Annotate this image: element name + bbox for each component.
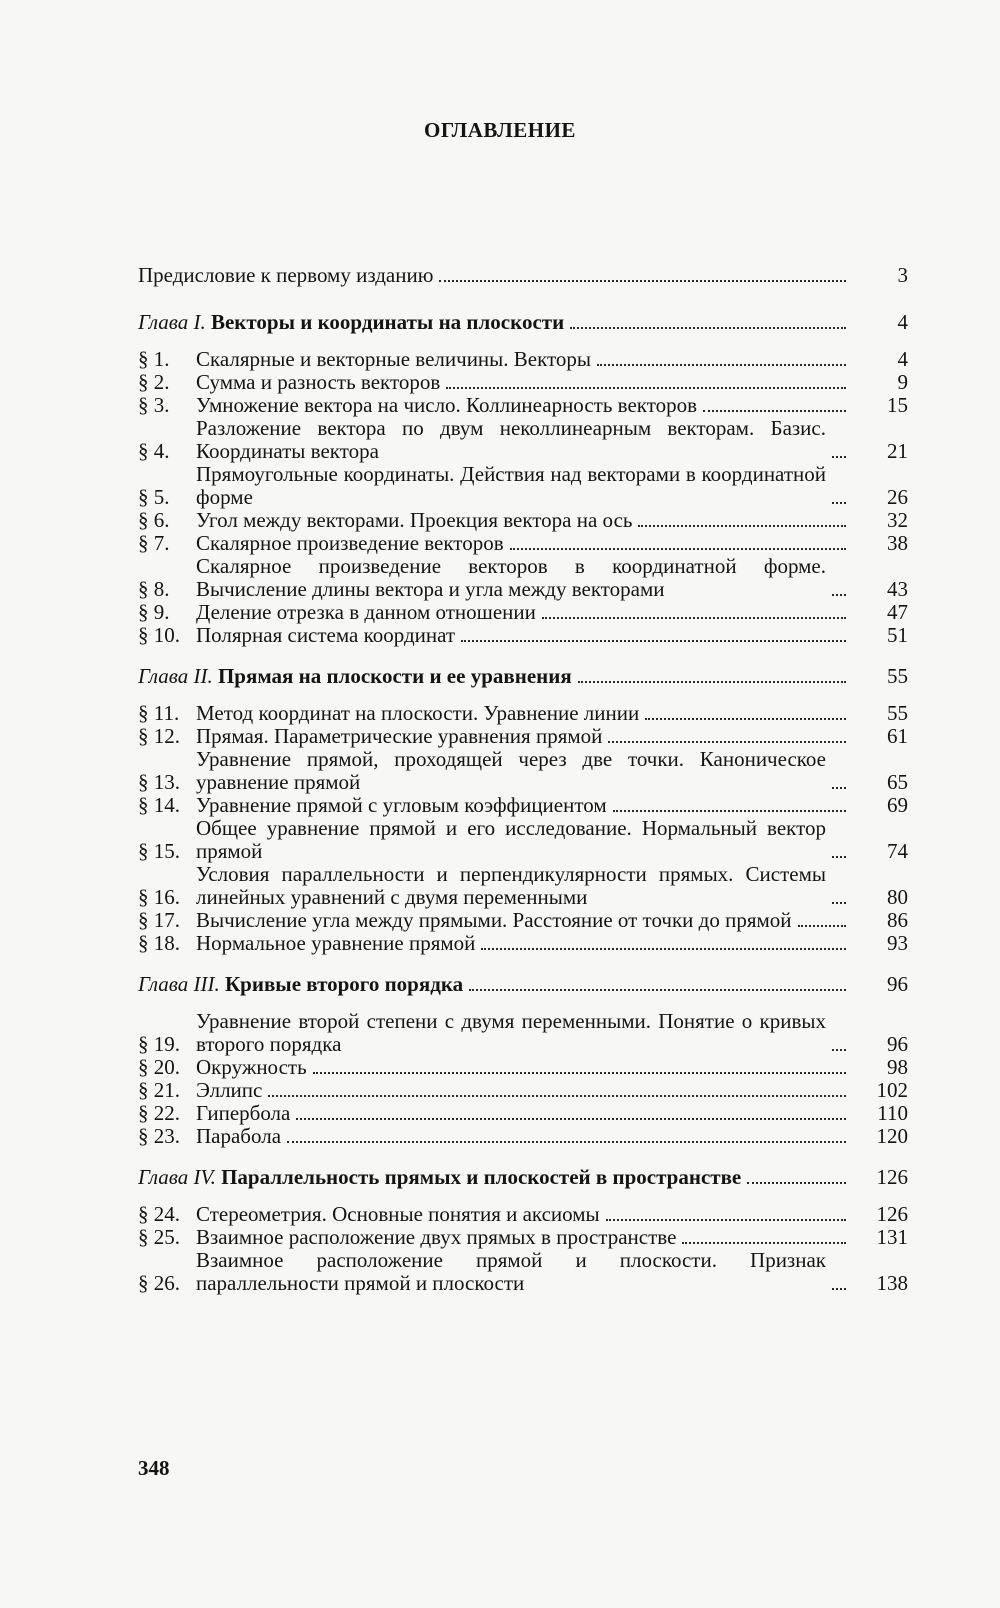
folio-page-number: 348 <box>138 1456 170 1480</box>
toc-section <box>138 932 908 955</box>
chapter-label: Глава III. <box>138 972 220 996</box>
toc-section <box>138 624 908 647</box>
section-title: Стереометрия. Основные понятия и аксиомы <box>196 1202 600 1226</box>
page-number: 55 <box>887 664 908 688</box>
page-number: 43 <box>887 577 908 601</box>
dot-leader <box>613 809 846 812</box>
chapter-label: Глава II. <box>138 664 213 688</box>
toc-section <box>138 1203 908 1226</box>
section-title: Парабола <box>196 1124 282 1148</box>
toc-section <box>138 463 908 509</box>
dot-leader <box>832 1287 846 1290</box>
section-number: § 19. <box>138 1032 180 1056</box>
section-title: Общее уравнение прямой и его исследование. Нормальный вектор прямой <box>196 816 826 863</box>
dot-leader <box>313 1071 846 1074</box>
toc-section <box>138 601 908 624</box>
section-number: § 11. <box>138 701 180 725</box>
page-number: 26 <box>887 485 908 509</box>
page-number: 138 <box>876 1271 908 1295</box>
page-number: 80 <box>887 885 908 909</box>
section-number: § 2. <box>138 370 170 394</box>
section-number: § 23. <box>138 1124 180 1148</box>
dot-leader <box>606 1218 846 1221</box>
page-number: 126 <box>876 1202 908 1226</box>
section-title: Скалярное произведение векторов <box>196 531 504 555</box>
section-number: § 21. <box>138 1078 180 1102</box>
section-title: Условия параллельности и перпендикулярности прямых. Системы линейных уравнений с двумя переменными <box>196 862 826 909</box>
section-number: § 25. <box>138 1225 180 1249</box>
page-number: 120 <box>876 1124 908 1148</box>
dot-leader <box>832 786 846 789</box>
section-number: § 24. <box>138 1202 180 1226</box>
dot-leader <box>446 386 846 389</box>
section-title: Гипербола <box>196 1101 291 1125</box>
section-number: § 5. <box>138 485 170 509</box>
page-number: 32 <box>887 508 908 532</box>
section-number: § 6. <box>138 508 170 532</box>
toc-section <box>138 1249 908 1295</box>
page-number: 86 <box>887 908 908 932</box>
section-title: Метод координат на плоскости. Уравнение линии <box>196 701 640 725</box>
page-number: 93 <box>887 931 908 955</box>
toc-section <box>138 748 908 794</box>
page-number: 74 <box>887 839 908 863</box>
page-number: 4 <box>897 347 908 371</box>
dot-leader <box>832 455 846 458</box>
dot-leader <box>703 409 846 412</box>
page-number: 47 <box>887 600 908 624</box>
toc-section <box>138 817 908 863</box>
section-number: § 13. <box>138 770 180 794</box>
page-number: 69 <box>887 793 908 817</box>
dot-leader <box>832 1048 846 1051</box>
page-number: 55 <box>887 701 908 725</box>
section-number: § 18. <box>138 931 180 955</box>
page-number: 131 <box>876 1225 908 1249</box>
toc-section <box>138 371 908 394</box>
section-number: § 7. <box>138 531 170 555</box>
dot-leader <box>578 680 846 683</box>
dot-leader <box>287 1140 846 1143</box>
page-number: 110 <box>877 1101 908 1125</box>
page-number: 102 <box>876 1078 908 1102</box>
dot-leader <box>832 901 846 904</box>
dot-leader <box>747 1181 846 1184</box>
toc-entry-preface <box>138 264 908 287</box>
section-title: Сумма и разность векторов <box>196 370 441 394</box>
dot-leader <box>832 593 846 596</box>
section-number: § 1. <box>138 347 170 371</box>
dot-leader <box>597 363 846 366</box>
toc-section <box>138 1010 908 1056</box>
section-title: Разложение вектора по двум неколлинеарным векторам. Базис. Координаты вектора <box>196 416 826 463</box>
chapter-title: Прямая на плоскости и ее уравнения <box>217 664 572 688</box>
section-number: § 10. <box>138 623 180 647</box>
table-of-contents <box>138 264 908 1295</box>
dot-leader <box>682 1241 846 1244</box>
toc-section <box>138 555 908 601</box>
toc-section <box>138 1102 908 1125</box>
section-title: Угол между векторами. Проекция вектора на ось <box>196 508 633 532</box>
section-title: Скалярные и векторные величины. Векторы <box>196 347 592 371</box>
page-number: 4 <box>897 310 908 334</box>
page-number: 15 <box>887 393 908 417</box>
page-number: 96 <box>887 972 908 996</box>
page-number: 38 <box>887 531 908 555</box>
toc-section <box>138 348 908 371</box>
section-title: Нормальное уравнение прямой <box>196 931 476 955</box>
toc-section <box>138 532 908 555</box>
toc-section <box>138 394 908 417</box>
dot-leader <box>638 524 846 527</box>
toc-section <box>138 863 908 909</box>
section-title: Прямая. Параметрические уравнения прямой <box>196 724 603 748</box>
section-number: § 20. <box>138 1055 180 1079</box>
section-number: § 22. <box>138 1101 180 1125</box>
toc-section <box>138 909 908 932</box>
page-number: 96 <box>887 1032 908 1056</box>
section-number: § 14. <box>138 793 180 817</box>
section-number: § 4. <box>138 439 170 463</box>
section-number: § 17. <box>138 908 180 932</box>
toc-chapter <box>138 311 908 334</box>
section-number: § 12. <box>138 724 180 748</box>
section-title: Уравнение прямой с угловым коэффициентом <box>196 793 607 817</box>
toc-chapter <box>138 973 908 996</box>
toc-chapter <box>138 665 908 688</box>
toc-chapter <box>138 1166 908 1189</box>
dot-leader <box>645 717 846 720</box>
section-title: Уравнение прямой, проходящей через две точки. Каноническое уравнение прямой <box>196 747 826 794</box>
section-title: Умножение вектора на число. Коллинеарность векторов <box>196 393 698 417</box>
section-number: § 3. <box>138 393 170 417</box>
toc-section <box>138 794 908 817</box>
toc-section <box>138 725 908 748</box>
dot-leader <box>608 740 846 743</box>
toc-section <box>138 1056 908 1079</box>
section-title: Скалярное произведение векторов в координатной форме. Вычисление длины вектора и угла между векторами <box>196 554 826 601</box>
dot-leader <box>510 547 846 550</box>
dot-leader <box>832 855 846 858</box>
toc-section <box>138 702 908 725</box>
dot-leader <box>481 947 846 950</box>
section-number: § 15. <box>138 839 180 863</box>
toc-section <box>138 417 908 463</box>
dot-leader <box>542 616 846 619</box>
section-title: Уравнение второй степени с двумя переменными. Понятие о кривых второго порядка <box>196 1009 826 1056</box>
toc-section <box>138 1079 908 1102</box>
dot-leader <box>268 1094 846 1097</box>
toc-section <box>138 509 908 532</box>
chapter-label: Глава I. <box>138 310 206 334</box>
dot-leader <box>798 924 846 927</box>
toc-section <box>138 1125 908 1148</box>
section-title: Взаимное расположение прямой и плоскости. Признак параллельности прямой и плоскости <box>196 1248 826 1295</box>
section-title: Деление отрезка в данном отношении <box>196 600 536 624</box>
page-number: 51 <box>887 623 908 647</box>
page-number: 126 <box>876 1165 908 1189</box>
section-number: § 9. <box>138 600 170 624</box>
section-number: § 8. <box>138 577 170 601</box>
dot-leader <box>832 501 846 504</box>
page-number: 21 <box>887 439 908 463</box>
page-number: 9 <box>897 370 908 394</box>
section-title: Вычисление угла между прямыми. Расстояние от точки до прямой <box>196 908 792 932</box>
section-number: § 16. <box>138 885 180 909</box>
page-number: 65 <box>887 770 908 794</box>
page-number: 3 <box>897 263 908 287</box>
toc-section <box>138 1226 908 1249</box>
section-number: § 26. <box>138 1271 180 1295</box>
section-title: Прямоугольные координаты. Действия над векторами в координатной форме <box>196 462 826 509</box>
dot-leader <box>439 279 846 282</box>
section-title: Эллипс <box>196 1078 263 1102</box>
chapter-title: Кривые второго порядка <box>224 972 464 996</box>
section-title: Полярная система координат <box>196 623 456 647</box>
preface-title: Предисловие к первому изданию <box>138 263 434 287</box>
section-title: Окружность <box>196 1055 307 1079</box>
chapter-title: Параллельность прямых и плоскостей в пространстве <box>221 1165 742 1189</box>
dot-leader <box>461 639 846 642</box>
section-title: Взаимное расположение двух прямых в пространстве <box>196 1225 677 1249</box>
page-number: 61 <box>887 724 908 748</box>
page-number: 98 <box>887 1055 908 1079</box>
page-title: ОГЛАВЛЕНИЕ <box>424 118 576 142</box>
dot-leader <box>296 1117 846 1120</box>
chapter-label: Глава IV. <box>138 1165 216 1189</box>
dot-leader <box>570 326 846 329</box>
dot-leader <box>469 988 846 991</box>
chapter-title: Векторы и координаты на плоскости <box>210 310 565 334</box>
